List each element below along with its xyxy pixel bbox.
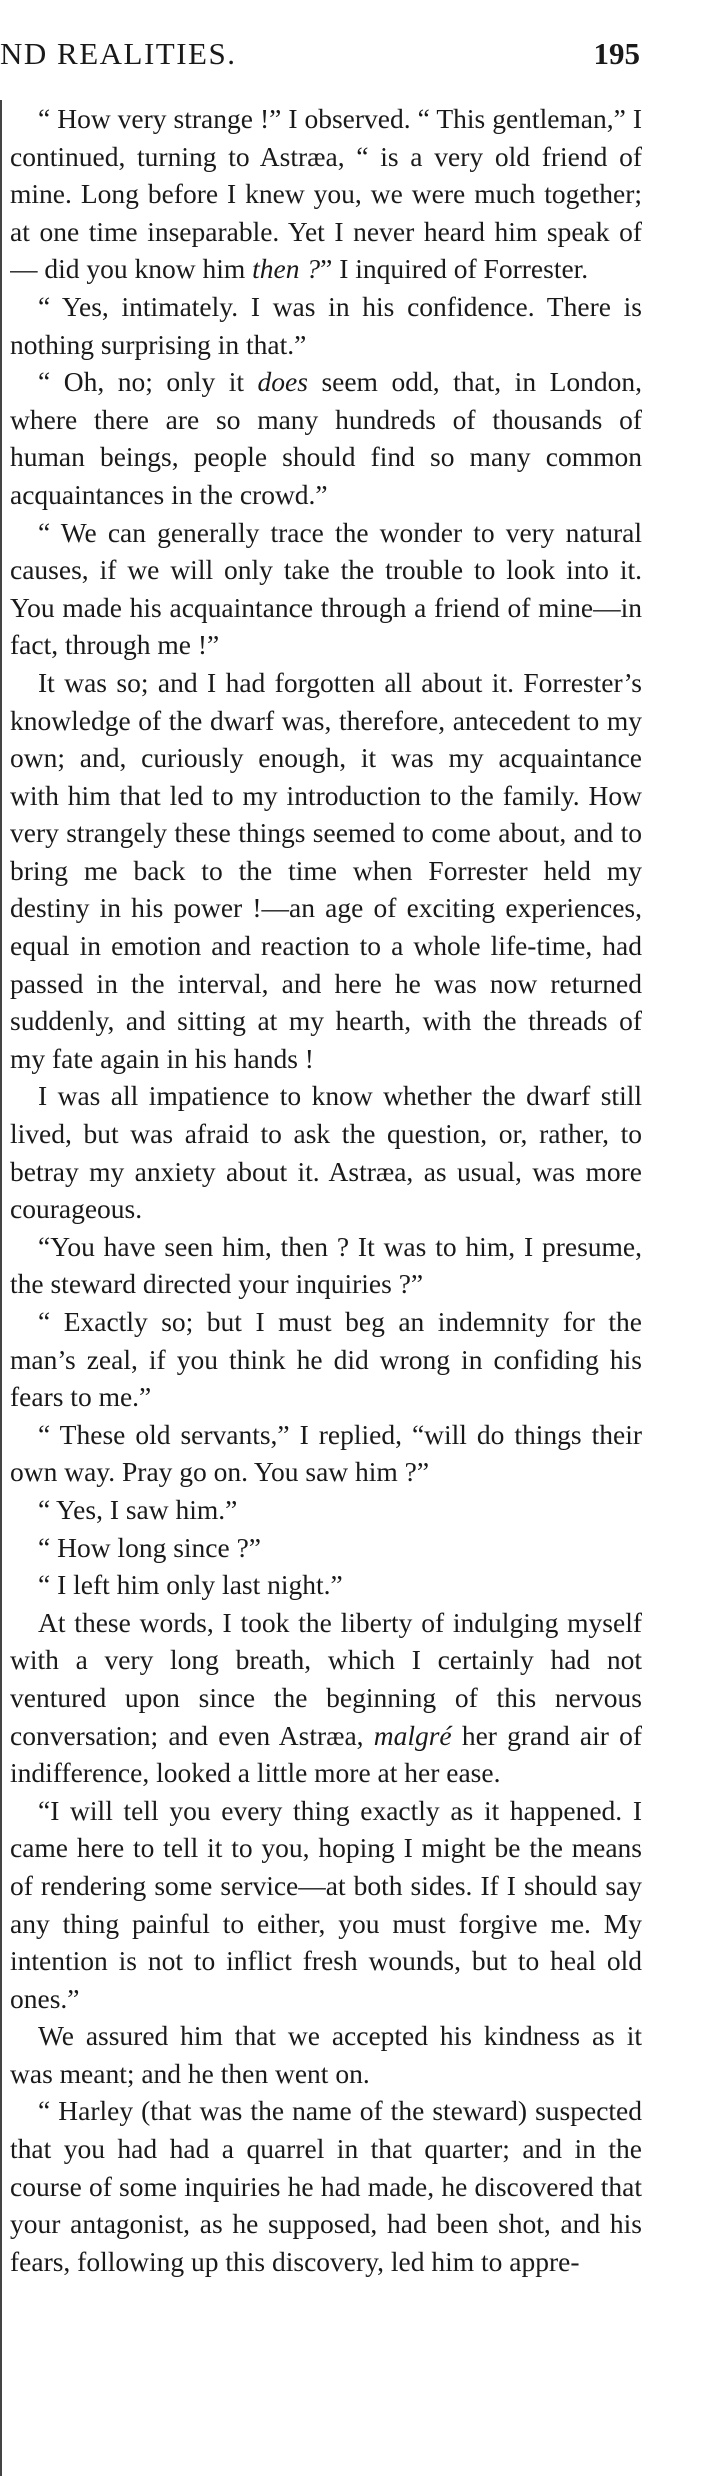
text-run: I was all impatience to know whether the dwarf still lived, but was afraid to ask the question, or, rather, to betray my anxiety about it. Astræa, as usual, was more courageous. <box>10 1080 642 1225</box>
text-run: “ We can generally trace the wonder to very natural causes, if we will only take the trouble to look into it. You made his acquaintance through a friend of mine—in fact, through me !” <box>10 516 642 661</box>
column-rule <box>0 100 2 2476</box>
paragraph <box>10 1077 642 1227</box>
page-number: 195 <box>593 36 640 71</box>
paragraph <box>10 288 642 363</box>
text-run: It was so; and I had forgotten all about it. Forrester’s knowledge of the dwarf was, therefore, antecedent to my own; and, curiously enough, it was my acquaintance with him that led to my introduction to the family. How very strangely these things seemed to come about, and to bring me back to the time when Forrester held my destiny in his power !—an age of exciting experiences, equal in emotion and reaction to a whole life-time, had passed in the interval, and here he was now returned suddenly, and sitting at my hearth, with the threads of my fate again in his hands ! <box>10 666 642 1074</box>
text-run: “ How long since ?” <box>38 1531 261 1563</box>
text-run: “ Harley (that was the name of the steward) suspected that you had had a quarrel in that quarter; and in the course of some inquiries he had made, he discovered that your antagonist, as he supposed, had been shot, and his fears, following up this discovery, led him to appre- <box>10 2095 642 2277</box>
running-header <box>0 30 640 78</box>
paragraph <box>10 363 642 513</box>
paragraph <box>10 1529 642 1567</box>
text-run: “ Yes, intimately. I was in his confidence. There is nothing surprising in that.” <box>10 290 642 360</box>
text-run: ” I inquired of Forrester. <box>320 253 589 285</box>
text-run: “I will tell you every thing exactly as it happened. I came here to tell it to you, hoping I might be the means of rendering some service—at both sides. If I should say any thing painful to either, you must forgive me. My intention is not to inflict fresh wounds, but to heal old ones.” <box>10 1794 642 2014</box>
text-run: “ Yes, I saw him.” <box>38 1493 238 1525</box>
paragraph <box>10 664 642 1078</box>
text-run: seem odd, that, in London, where there are so many hundreds of thousands of human beings, people should find so many common acquaintances in the crowd.” <box>10 366 642 510</box>
paragraph <box>10 1303 642 1416</box>
text-run: “ These old servants,” I replied, “will do things their own way. Pray go on. You saw him ?” <box>10 1418 642 1488</box>
italic-text: malgré <box>373 1719 452 1751</box>
text-run: We assured him that we accepted his kindness as it was meant; and he then went on. <box>10 2020 642 2089</box>
italic-text: then ? <box>252 253 321 285</box>
paragraph <box>10 1416 642 1491</box>
running-title: ND REALITIES. <box>0 36 237 71</box>
paragraph <box>10 2092 642 2280</box>
text-run: “ Oh, no; only it <box>38 366 258 398</box>
paragraph <box>10 2017 642 2092</box>
paragraph <box>10 1792 642 2018</box>
text-run: “ Exactly so; but I must beg an indemnity for the man’s zeal, if you think he did wrong in confiding his fears to me.” <box>10 1306 642 1413</box>
italic-text: does <box>257 366 308 398</box>
text-run: her grand air of indifference, looked a little more at her ease. <box>10 1719 642 1789</box>
paragraph <box>10 100 642 288</box>
text-run: “You have seen him, then ? It was to him, I presume, the steward directed your inquiries ?” <box>10 1230 642 1300</box>
paragraph <box>10 1491 642 1529</box>
text-run: “ How very strange !” I observed. “ This gentleman,” I continued, turning to Astræa, “ is a very old friend of mine. Long before I knew you, we were much together; at one time inseparable. Yet I never heard him speak of— did you know him <box>10 103 642 285</box>
paragraph <box>10 1228 642 1303</box>
body-text <box>10 100 642 2470</box>
text-run: At these words, I took the liberty of indulging myself with a very long breath, which I certainly had not ventured upon since the beginning of this nervous conversation; and even Astræa, <box>10 1606 642 1751</box>
text-run: “ I left him only last night.” <box>38 1569 343 1601</box>
paragraph <box>10 1604 642 1792</box>
paragraph <box>10 1566 642 1604</box>
paragraph <box>10 514 642 664</box>
